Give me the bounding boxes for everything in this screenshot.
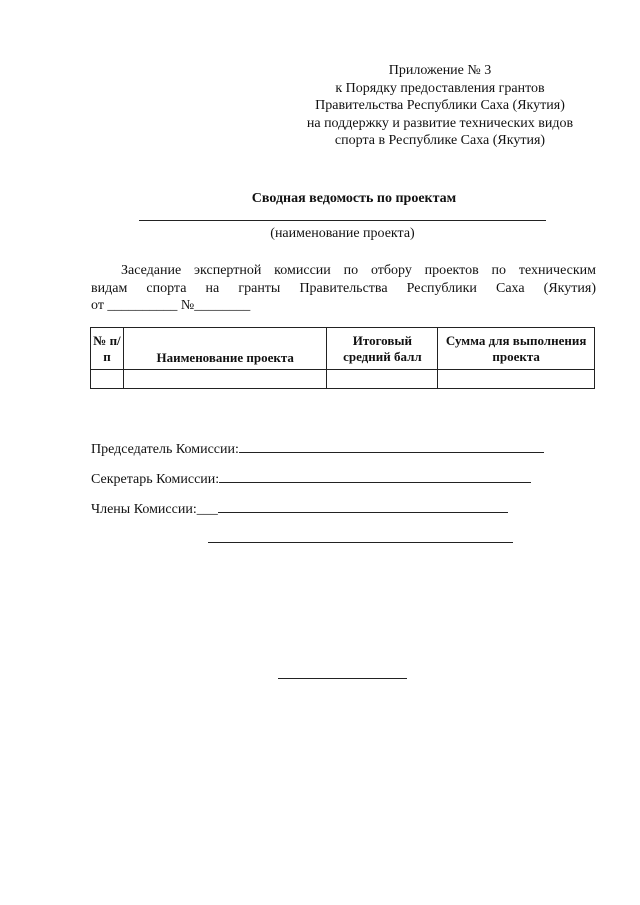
members-extra-signature-line [208, 542, 513, 543]
secretary-label: Секретарь Комиссии: [91, 472, 220, 487]
table-cell [327, 370, 438, 389]
project-name-caption: (наименование проекта) [270, 226, 415, 241]
table-cell [438, 370, 595, 389]
table-cell [91, 370, 124, 389]
appendix-line: на поддержку и развитие технических видов [306, 115, 574, 131]
members-signature-line [218, 500, 508, 513]
table-header-row [91, 328, 595, 370]
chairman-label: Председатель Комиссии: [91, 442, 239, 457]
summary-table [90, 327, 595, 389]
appendix-line: к Порядку предоставления грантов [335, 80, 545, 96]
members-signature [91, 500, 508, 518]
document-end-line [278, 678, 407, 679]
column-header-number: № п/п [91, 328, 124, 370]
appendix-line: Правительства Республики Саха (Якутия) [315, 98, 565, 113]
appendix-header [290, 62, 590, 150]
members-label: Члены Комиссии:___ [91, 502, 218, 517]
document-title: Сводная ведомость по проектам [251, 191, 457, 206]
secretary-signature-line [219, 470, 531, 483]
chairman-signature [91, 440, 544, 458]
column-header-project-name: Наименование проекта [123, 328, 327, 370]
chairman-signature-line [239, 440, 544, 453]
table-row [91, 370, 595, 389]
secretary-signature [91, 470, 531, 488]
project-name-underline [139, 220, 546, 221]
appendix-line: спорта в Республике Саха (Якутия) [334, 133, 546, 148]
appendix-line: Приложение № 3 [388, 63, 492, 78]
column-header-amount: Сумма для выполнения проекта [438, 328, 595, 370]
meeting-paragraph [91, 262, 596, 315]
table-cell [123, 370, 327, 389]
meeting-date-number: от __________ №________ [91, 298, 251, 313]
meeting-line: Заседание экспертной комиссии по отбору проектов по техническим [121, 263, 596, 278]
meeting-line: видам спорта на гранты Правительства Республики Саха (Якутия) [91, 280, 596, 296]
column-header-average-score: Итоговый средний балл [327, 328, 438, 370]
